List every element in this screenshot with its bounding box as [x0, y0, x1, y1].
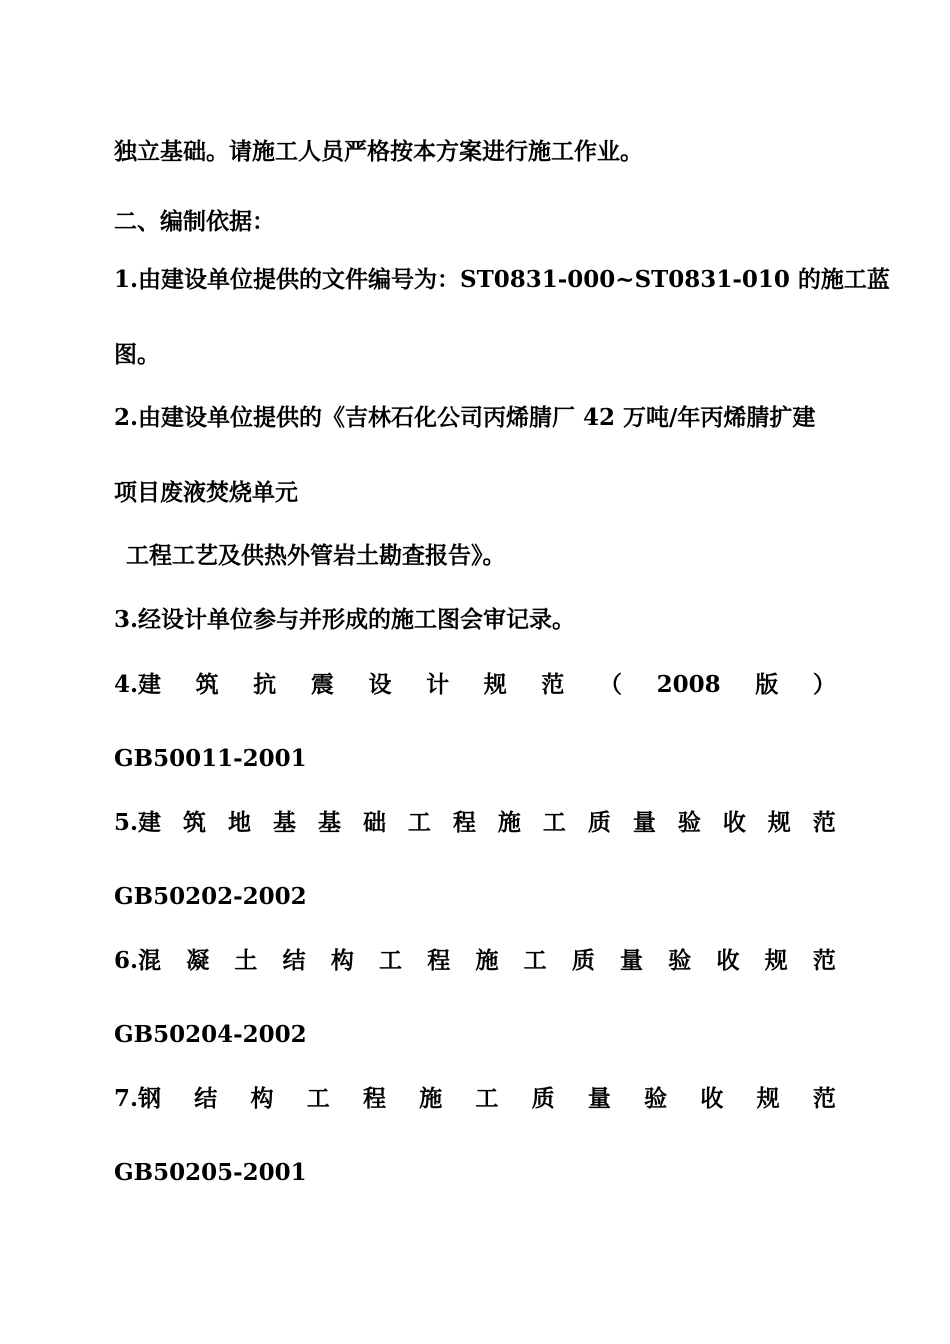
basis-item-5	[114, 808, 836, 838]
char: ）	[812, 671, 836, 698]
char: 施	[475, 947, 499, 974]
char: 基	[317, 809, 341, 836]
char: 验	[668, 947, 692, 974]
char: 范	[812, 947, 836, 974]
section-heading: 二、编制依据：	[114, 208, 275, 235]
char: 量	[632, 809, 656, 836]
char: 版	[755, 671, 779, 698]
char: （	[599, 671, 623, 698]
char: 结	[282, 947, 306, 974]
char: 验	[644, 1085, 668, 1112]
basis-item-1-cont: 图。	[114, 341, 160, 368]
char: 质	[587, 809, 611, 836]
char: 施	[497, 809, 521, 836]
basis-item-7	[114, 1084, 836, 1114]
char: 筑	[183, 809, 206, 836]
char: 收	[722, 809, 746, 836]
char: 地	[227, 809, 251, 836]
char: 础	[362, 809, 386, 836]
char: 工	[306, 1085, 330, 1112]
char: 规	[767, 809, 791, 836]
char: 7.钢	[114, 1085, 162, 1112]
char: 质	[531, 1085, 555, 1112]
char: 量	[620, 947, 644, 974]
char: 质	[571, 947, 595, 974]
basis-item-6	[114, 946, 836, 976]
char: 程	[427, 947, 451, 974]
char: 5.建	[114, 809, 162, 836]
standard-code: GB50205-2001	[114, 1159, 307, 1186]
char: 规	[756, 1085, 780, 1112]
char: 6.混	[114, 947, 162, 974]
char: 规	[764, 947, 788, 974]
char: 验	[677, 809, 701, 836]
char: 范	[812, 1085, 836, 1112]
char: 基	[272, 809, 296, 836]
standard-code: GB50011-2001	[114, 745, 307, 772]
char: 工	[523, 947, 547, 974]
char: 程	[362, 1085, 386, 1112]
char: 4.建	[114, 671, 162, 698]
char: 工	[542, 809, 566, 836]
char: 设	[368, 671, 392, 698]
char: 范	[541, 671, 565, 698]
char: 范	[812, 809, 836, 836]
char: 收	[716, 947, 740, 974]
char: 施	[419, 1085, 443, 1112]
char: 抗	[253, 671, 277, 698]
char: 构	[330, 947, 354, 974]
standard-code: GB50204-2002	[114, 1021, 307, 1048]
char: 规	[483, 671, 507, 698]
char: 土	[234, 947, 258, 974]
char: 结	[194, 1085, 218, 1112]
char: 工	[475, 1085, 499, 1112]
basis-item-1: 1.由建设单位提供的文件编号为：ST0831-000~ST0831-010 的施工蓝	[114, 266, 890, 293]
basis-item-2-cont: 项目废液焚烧单元	[114, 479, 298, 506]
basis-item-3: 3.经设计单位参与并形成的施工图会审记录。	[114, 606, 576, 633]
char: 计	[426, 671, 450, 698]
char: 2008	[656, 671, 721, 698]
char: 构	[250, 1085, 274, 1112]
paragraph-line: 独立基础。请施工人员严格按本方案进行施工作业。	[114, 138, 643, 165]
standard-code: GB50202-2002	[114, 883, 307, 910]
char: 程	[452, 809, 476, 836]
char: 工	[407, 809, 431, 836]
char: 收	[700, 1085, 724, 1112]
char: 凝	[186, 947, 210, 974]
char: 量	[587, 1085, 611, 1112]
char: 筑	[195, 671, 219, 698]
basis-item-4	[114, 670, 836, 700]
basis-item-2: 2.由建设单位提供的《吉林石化公司丙烯腈厂 42 万吨/年丙烯腈扩建	[114, 404, 816, 431]
char: 工	[379, 947, 403, 974]
char: 震	[310, 671, 334, 698]
basis-item-2-cont2: 工程工艺及供热外管岩土勘查报告》。	[126, 542, 506, 569]
